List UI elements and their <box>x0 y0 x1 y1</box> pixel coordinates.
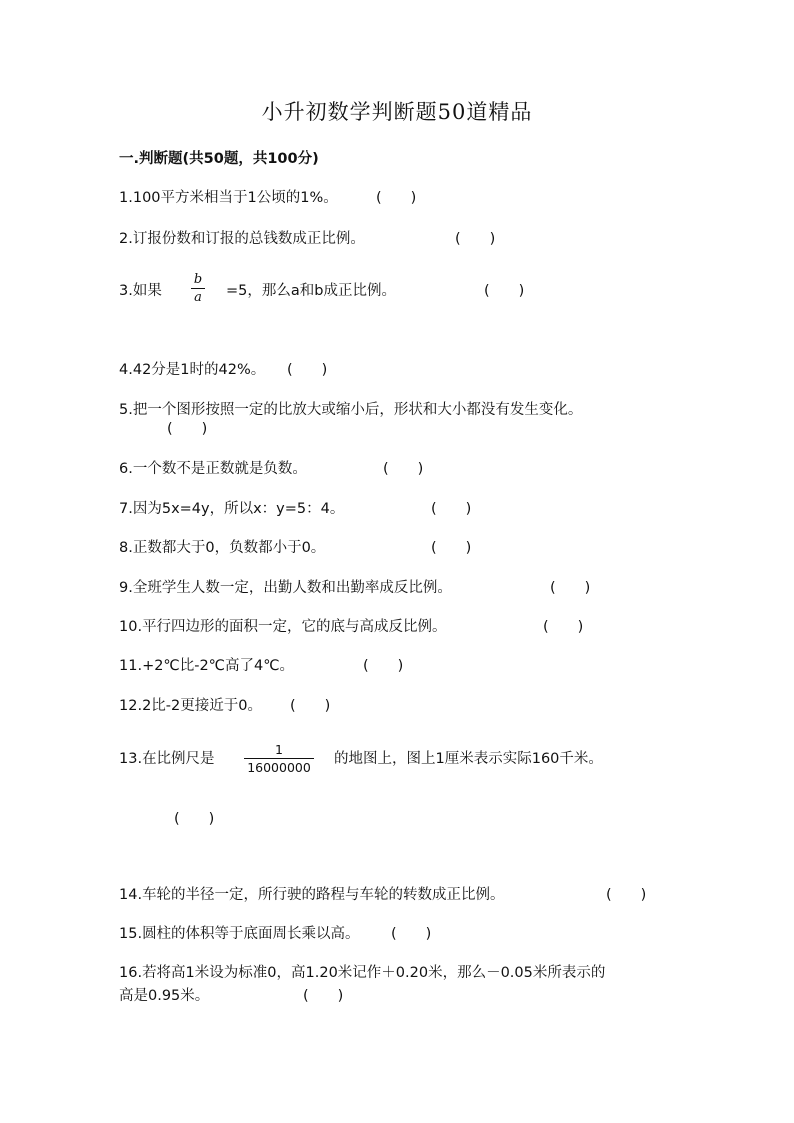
answer-bracket[interactable]: ( ) <box>431 540 472 556</box>
answer-bracket[interactable]: ( ) <box>550 580 591 596</box>
question-number: 8. <box>119 540 133 556</box>
question-14 <box>119 883 505 904</box>
question-text: 把一个图形按照一定的比放大或缩小后，形状和大小都没有发生变化。 <box>132 402 583 418</box>
question-number: 13. <box>119 751 143 767</box>
question-text: 圆柱的体积等于底面周长乘以高。 <box>142 926 360 942</box>
question-text: 全班学生人数一定，出勤人数和出勤率成反比例。 <box>132 580 452 596</box>
answer-bracket[interactable]: ( ) <box>455 231 496 247</box>
fraction-denominator: 16000000 <box>247 760 311 775</box>
question-13-suffix: 的地图上，图上1厘米表示实际160千米。 <box>334 751 603 767</box>
question-number: 1. <box>119 190 133 206</box>
question-9 <box>119 576 452 597</box>
answer-bracket[interactable]: ( ) <box>383 461 424 477</box>
question-text: 订报份数和订报的总钱数成正比例。 <box>132 231 365 247</box>
fraction-bar <box>244 758 314 759</box>
question-15 <box>119 922 360 943</box>
answer-bracket[interactable]: ( ) <box>606 887 647 903</box>
answer-bracket[interactable]: ( ) <box>290 698 331 714</box>
answer-bracket[interactable]: ( ) <box>431 501 472 517</box>
question-number: 5. <box>119 402 133 418</box>
question-16-line-2: 高是0.95米。 <box>119 988 210 1004</box>
question-16 <box>119 961 605 982</box>
question-number: 15. <box>119 926 143 942</box>
question-text: 42分是1时的42%。 <box>132 362 266 378</box>
question-1 <box>119 186 338 207</box>
question-number: 14. <box>119 887 143 903</box>
fraction-bar <box>191 288 205 289</box>
question-text: 一个数不是正数就是负数。 <box>132 461 307 477</box>
question-text-prefix: 如果 <box>132 283 162 299</box>
answer-bracket[interactable]: ( ) <box>484 283 525 299</box>
question-text: 因为5x=4y，所以x：y=5：4。 <box>132 501 345 517</box>
question-4 <box>119 358 265 379</box>
section-heading: 一.判断题(共50题，共100分) <box>119 151 319 167</box>
question-8 <box>119 536 325 557</box>
question-5 <box>119 398 582 419</box>
answer-bracket[interactable]: ( ) <box>363 658 404 674</box>
question-2 <box>119 227 365 248</box>
question-13 <box>119 747 215 768</box>
question-number: 6. <box>119 461 133 477</box>
question-number: 10. <box>119 619 143 635</box>
question-number: 4. <box>119 362 133 378</box>
scale-fraction <box>244 742 314 775</box>
question-text: 正数都大于0，负数都小于0。 <box>132 540 326 556</box>
question-text-prefix: 在比例尺是 <box>142 751 215 767</box>
answer-bracket[interactable]: ( ) <box>303 988 344 1004</box>
fraction-denominator: a <box>194 290 202 305</box>
answer-bracket[interactable]: ( ) <box>174 811 215 827</box>
question-6 <box>119 457 307 478</box>
question-10 <box>119 615 447 636</box>
question-number: 7. <box>119 501 133 517</box>
answer-bracket[interactable]: ( ) <box>167 421 208 437</box>
question-number: 2. <box>119 231 133 247</box>
question-text: 100平方米相当于1公顷的1%。 <box>132 190 338 206</box>
question-number: 9. <box>119 580 133 596</box>
question-12 <box>119 694 262 715</box>
answer-bracket[interactable]: ( ) <box>376 190 417 206</box>
question-number: 3. <box>119 283 133 299</box>
question-number: 16. <box>119 965 143 981</box>
question-text: +2℃比-2℃高了4℃。 <box>142 658 294 674</box>
fraction-numerator: b <box>193 272 203 287</box>
question-number: 11. <box>119 658 143 674</box>
answer-bracket[interactable]: ( ) <box>391 926 432 942</box>
answer-bracket[interactable]: ( ) <box>287 362 328 378</box>
question-3 <box>119 279 162 300</box>
question-text: 平行四边形的面积一定，它的底与高成反比例。 <box>142 619 447 635</box>
fraction-b-over-a <box>191 272 205 305</box>
answer-bracket[interactable]: ( ) <box>543 619 584 635</box>
question-text: 若将高1米设为标准0，高1.20米记作＋0.20米，那么－0.05米所表示的 <box>142 965 606 981</box>
question-11 <box>119 654 294 675</box>
question-text: 车轮的半径一定，所行驶的路程与车轮的转数成正比例。 <box>142 887 505 903</box>
question-number: 12. <box>119 698 143 714</box>
question-7 <box>119 497 344 518</box>
page-title: 小升初数学判断题50道精品 <box>261 100 533 124</box>
question-3-suffix: =5，那么a和b成正比例。 <box>226 283 396 299</box>
fraction-numerator: 1 <box>275 742 283 757</box>
question-text: 2比-2更接近于0。 <box>142 698 262 714</box>
